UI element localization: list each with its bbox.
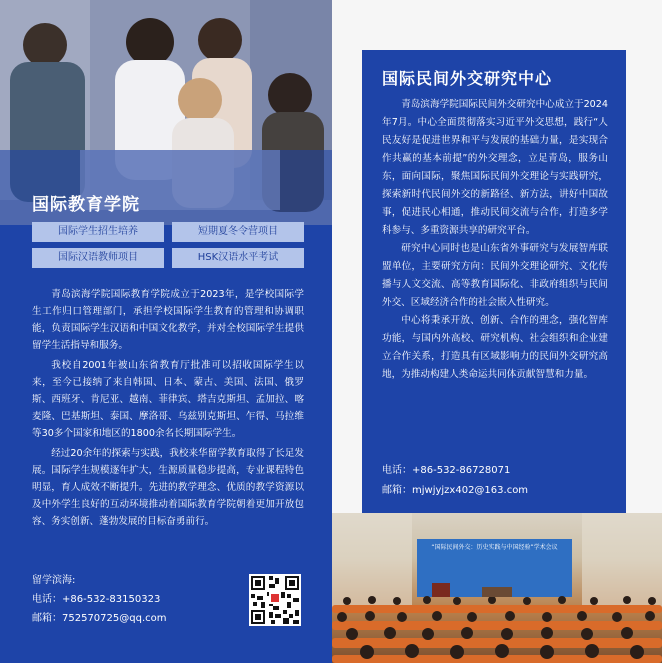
right-panel-title: 国际民间外交研究中心 [382,69,553,88]
conference-banner: “国际民间外交：历史实践与中国经验”学术会议 [431,544,558,551]
right-paragraph: 中心将秉承开放、创新、合作的理念，强化智库功能，与国内外高校、研究机构、社会组织和企业建立合作关系，打造具有区域影响力的民间外交研究高地，为推动构建人类命运共同体贡献智慧和力量。 [382,315,608,380]
left-panel-title: 国际教育学院 [32,195,140,215]
conference-photo [332,513,662,663]
left-paragraph: 我校自2001年被山东省教育厅批准可以招收国际学生以来，至今已接纳了来自韩国、日本、蒙古、美国、法国、俄罗斯、西班牙、肯尼亚、越南、菲律宾、塔吉克斯坦、孟加拉、喀麦隆、巴基斯坦、泰国、摩洛哥、乌兹别克斯坦、乍得、马拉维等30多个国家和地区的1800余名长期国际学生。 [32,360,304,439]
right-paragraph: 青岛滨海学院国际民间外交研究中心成立于2024年7月。中心全面贯彻落实习近平外交思想，践行“人民友好是促进世界和平与发展的基础力量，是实现合作共赢的基本前提”的外交理念，立足青岛，服务山东，面向国际，聚焦国际民间外交理论与实践研究，探索新时代民间外交的新路径、新方法，讲好中国故事，促进民心相通，推动民间交流与合作，打造多学科参与、多重资源共享的研究平台。 [382,99,608,236]
contact-email: 邮箱：mjwjyjzx402@163.com [382,485,529,496]
tag-hsk-exam: HSK汉语水平考试 [172,248,304,268]
contact-phone: 电话：+86-532-86728071 [382,465,511,476]
left-contact [32,571,167,628]
contact-heading: 留学滨海: [32,575,76,586]
diplomacy-research-panel [332,0,662,663]
right-contact [382,461,528,501]
left-panel-body [32,286,304,533]
audience-illustration [332,513,662,663]
left-paragraph: 青岛滨海学院国际教育学院成立于2023年，是学校国际学生工作归口管理部门，承担学校国际学生教育的管理和协调职能，负责国际学生汉语和中国文化教学，并对全校国际学生提供留学生活指导和服务。 [32,289,304,351]
qr-code-graphic [249,574,301,626]
contact-phone: 电话：+86-532-83150323 [32,594,161,605]
qr-code [249,574,301,626]
contact-email: 邮箱：752570725@qq.com [32,613,167,624]
left-paragraph: 经过20余年的探索与实践，我校来华留学教育取得了长足发展。国际学生规模逐年扩大，生源质量稳步提高，专业课程特色明显，育人成效不断提升。先进的教学理念、优质的教学资源以及中外学生良好的互动环境推动着国际教育学院朝着更加开放包容、务实创新、蓬勃发展的目标奋勇前行。 [32,448,304,527]
tag-summer-winter-camp: 短期夏冬令营项目 [172,222,304,242]
tag-chinese-teacher-program: 国际汉语教师项目 [32,248,164,268]
right-paragraph: 研究中心同时也是山东省外事研究与发展智库联盟单位，主要研究方向：民间外交理论研究、文化传播与人文交流、高等教育国际化、非政府组织与民间外交、区域经济合作的社会嵌入性研究。 [382,243,608,308]
right-panel-body [382,96,608,384]
tag-international-admissions: 国际学生招生培养 [32,222,164,242]
